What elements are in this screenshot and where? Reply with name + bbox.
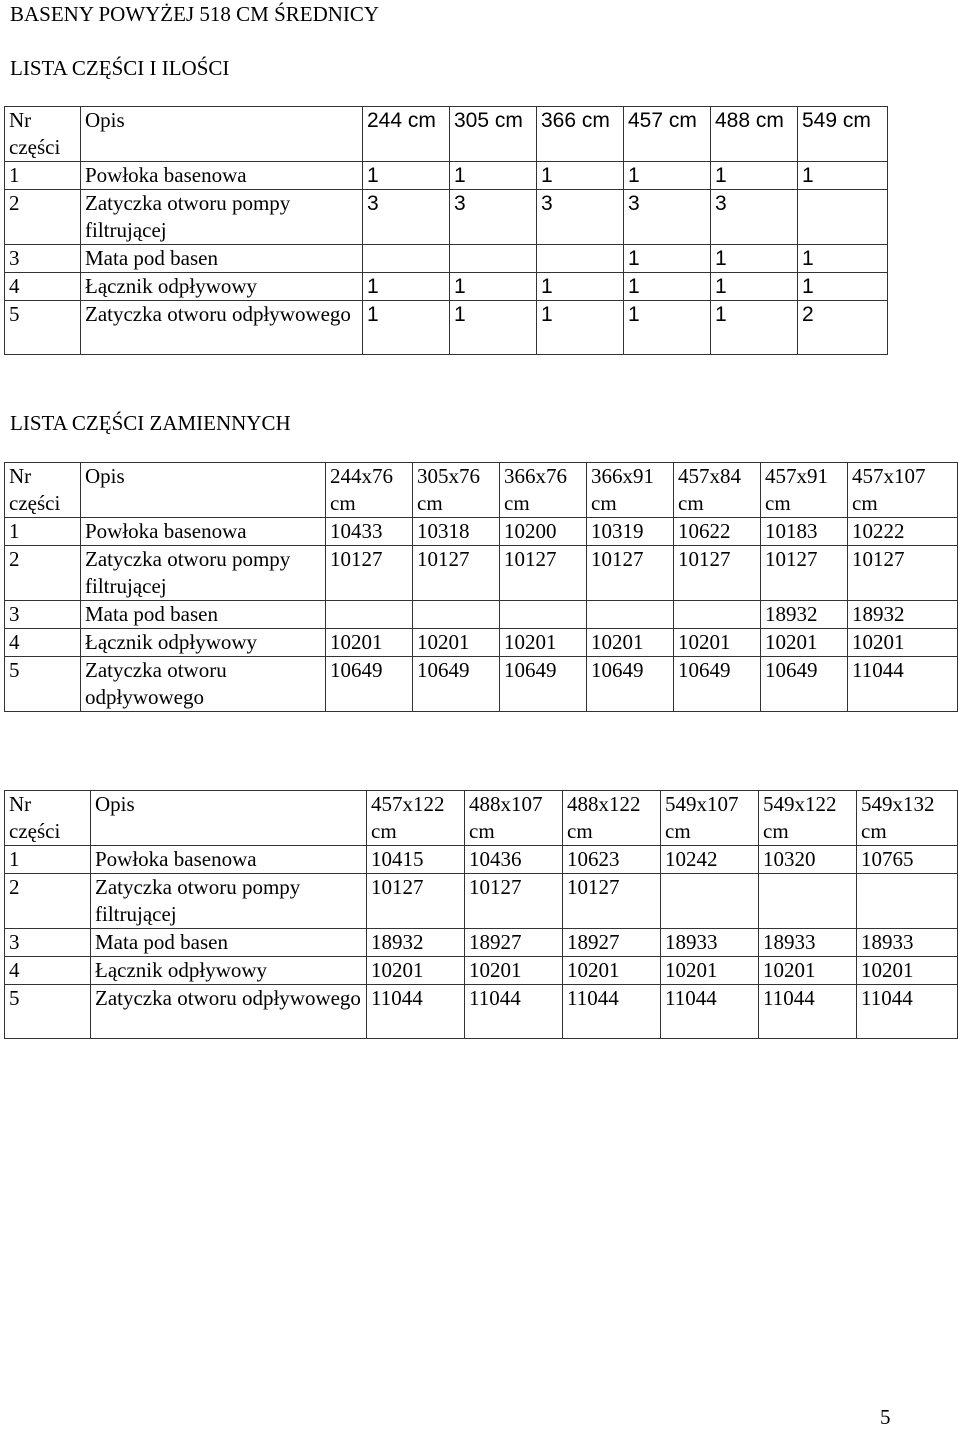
- table-row: [5, 846, 958, 874]
- table-cell: Zatyczka otworu pompy filtrującej: [81, 546, 326, 601]
- table-cell: [500, 601, 587, 629]
- section-title-spare-parts: LISTA CZĘŚCI ZAMIENNYCH: [10, 411, 291, 435]
- table-cell: 18933: [759, 929, 857, 957]
- table-header-row: [5, 463, 958, 518]
- header-cell: 366 cm: [537, 107, 624, 162]
- table-cell: 5: [5, 985, 91, 1039]
- table-cell: 10201: [759, 957, 857, 985]
- table-cell: 10127: [413, 546, 500, 601]
- header-cell: 457x84 cm: [674, 463, 761, 518]
- table-cell: Zatyczka otworu odpływowego: [81, 657, 326, 712]
- table-cell: 1: [624, 162, 711, 190]
- table-cell: 10201: [761, 629, 848, 657]
- table-cell: 10201: [563, 957, 661, 985]
- table-cell: 11044: [465, 985, 563, 1039]
- table-cell: 1: [363, 162, 450, 190]
- table-cell: Zatyczka otworu odpływowego: [91, 985, 367, 1039]
- header-cell: 549x132 cm: [857, 791, 958, 846]
- header-cell: 488 cm: [711, 107, 798, 162]
- table-cell: 1: [363, 301, 450, 355]
- table-cell: 18932: [761, 601, 848, 629]
- page-title: BASENY POWYŻEJ 518 CM ŚREDNICY: [10, 2, 380, 26]
- table-cell: 1: [798, 162, 888, 190]
- table-cell: 10127: [500, 546, 587, 601]
- table-cell: [363, 245, 450, 273]
- section-title-parts-quantities: LISTA CZĘŚCI I ILOŚCI: [10, 56, 230, 80]
- header-cell: 457x122 cm: [367, 791, 465, 846]
- header-cell: 549x107 cm: [661, 791, 759, 846]
- table-cell: 11044: [661, 985, 759, 1039]
- table-header-row: [5, 791, 958, 846]
- header-cell: 488x122 cm: [563, 791, 661, 846]
- table-cell: 1: [711, 162, 798, 190]
- header-cell: 488x107 cm: [465, 791, 563, 846]
- table-cell: 10201: [326, 629, 413, 657]
- table-cell: 10649: [587, 657, 674, 712]
- table-cell: 18932: [367, 929, 465, 957]
- table-cell: [798, 190, 888, 245]
- header-cell: Nr części: [5, 791, 91, 846]
- table-cell: [587, 601, 674, 629]
- table-cell: 10242: [661, 846, 759, 874]
- table-cell: 1: [537, 273, 624, 301]
- table-cell: Powłoka basenowa: [81, 162, 363, 190]
- table-cell: 10127: [367, 874, 465, 929]
- table-cell: 10183: [761, 518, 848, 546]
- table-cell: 10200: [500, 518, 587, 546]
- table-cell: 1: [798, 245, 888, 273]
- table-cell: [413, 601, 500, 629]
- table-cell: 10127: [848, 546, 958, 601]
- table-cell: Zatyczka otworu pompy filtrującej: [81, 190, 363, 245]
- page-number: 5: [880, 1405, 891, 1429]
- table-cell: 10201: [500, 629, 587, 657]
- table-cell: 10127: [465, 874, 563, 929]
- table-cell: 10320: [759, 846, 857, 874]
- table-row: [5, 301, 888, 355]
- table-cell: 10436: [465, 846, 563, 874]
- table-cell: 10201: [674, 629, 761, 657]
- header-cell: 244x76 cm: [326, 463, 413, 518]
- table-cell: 1: [711, 245, 798, 273]
- table-cell: 3: [711, 190, 798, 245]
- table-cell: 1: [711, 301, 798, 355]
- table-cell: 1: [450, 273, 537, 301]
- table-row: [5, 546, 958, 601]
- header-cell: 366x76 cm: [500, 463, 587, 518]
- table-row: [5, 929, 958, 957]
- table-cell: 11044: [759, 985, 857, 1039]
- table-row: [5, 657, 958, 712]
- table-cell: 10415: [367, 846, 465, 874]
- table-cell: Łącznik odpływowy: [91, 957, 367, 985]
- table-cell: 3: [537, 190, 624, 245]
- table-cell: [661, 874, 759, 929]
- header-cell: 305 cm: [450, 107, 537, 162]
- table-cell: [857, 874, 958, 929]
- table-cell: 4: [5, 957, 91, 985]
- table-cell: 11044: [563, 985, 661, 1039]
- table-cell: 10201: [848, 629, 958, 657]
- table-cell: Łącznik odpływowy: [81, 629, 326, 657]
- table-cell: 3: [5, 245, 81, 273]
- spare-parts-table-2: [4, 790, 958, 1039]
- table-cell: 3: [5, 929, 91, 957]
- table-cell: 10649: [761, 657, 848, 712]
- table-row: [5, 985, 958, 1039]
- table-cell: 1: [5, 846, 91, 874]
- header-cell: Opis: [81, 107, 363, 162]
- parts-quantities-table: [4, 106, 888, 355]
- table-cell: 10433: [326, 518, 413, 546]
- table-cell: 1: [624, 245, 711, 273]
- header-cell: Opis: [81, 463, 326, 518]
- table-cell: 1: [363, 273, 450, 301]
- table-cell: Powłoka basenowa: [81, 518, 326, 546]
- table-cell: Zatyczka otworu odpływowego: [81, 301, 363, 355]
- table-cell: Powłoka basenowa: [91, 846, 367, 874]
- table-cell: 1: [537, 162, 624, 190]
- table-cell: 3: [5, 601, 81, 629]
- table-cell: 10201: [465, 957, 563, 985]
- table-cell: 18933: [857, 929, 958, 957]
- table-cell: 10127: [761, 546, 848, 601]
- table-cell: 10318: [413, 518, 500, 546]
- table-cell: 3: [624, 190, 711, 245]
- header-cell: 549x122 cm: [759, 791, 857, 846]
- table-row: [5, 629, 958, 657]
- table-cell: 10649: [500, 657, 587, 712]
- spare-parts-table-1: [4, 462, 958, 712]
- table-cell: Łącznik odpływowy: [81, 273, 363, 301]
- header-cell: Nr części: [5, 107, 81, 162]
- table-row: [5, 245, 888, 273]
- table-cell: 11044: [857, 985, 958, 1039]
- header-cell: 549 cm: [798, 107, 888, 162]
- table-cell: Mata pod basen: [91, 929, 367, 957]
- table-cell: 4: [5, 273, 81, 301]
- table-cell: Mata pod basen: [81, 245, 363, 273]
- table-cell: 10201: [857, 957, 958, 985]
- table-cell: [326, 601, 413, 629]
- table-cell: 1: [798, 273, 888, 301]
- table-row: [5, 190, 888, 245]
- header-cell: 244 cm: [363, 107, 450, 162]
- table-cell: 10649: [326, 657, 413, 712]
- table-cell: 1: [450, 162, 537, 190]
- table-cell: [674, 601, 761, 629]
- table-cell: 1: [5, 518, 81, 546]
- table-cell: 5: [5, 657, 81, 712]
- table-row: [5, 518, 958, 546]
- table-cell: [537, 245, 624, 273]
- table-cell: 10201: [587, 629, 674, 657]
- table-cell: 1: [711, 273, 798, 301]
- header-cell: 457 cm: [624, 107, 711, 162]
- table-cell: 10127: [563, 874, 661, 929]
- table-cell: Zatyczka otworu pompy filtrującej: [91, 874, 367, 929]
- table-row: [5, 957, 958, 985]
- table-cell: 10765: [857, 846, 958, 874]
- table-cell: 10201: [413, 629, 500, 657]
- table-header-row: [5, 107, 888, 162]
- table-cell: 10127: [587, 546, 674, 601]
- table-cell: [759, 874, 857, 929]
- table-cell: 11044: [367, 985, 465, 1039]
- header-cell: 457x91 cm: [761, 463, 848, 518]
- table-row: [5, 273, 888, 301]
- table-row: [5, 601, 958, 629]
- table-cell: 10222: [848, 518, 958, 546]
- table-cell: 18932: [848, 601, 958, 629]
- table-cell: 1: [624, 301, 711, 355]
- table-cell: 1: [537, 301, 624, 355]
- table-cell: 3: [363, 190, 450, 245]
- table-cell: 10127: [326, 546, 413, 601]
- table-cell: 2: [798, 301, 888, 355]
- table-cell: 3: [450, 190, 537, 245]
- header-cell: 366x91 cm: [587, 463, 674, 518]
- table-cell: 10127: [674, 546, 761, 601]
- table-cell: 2: [5, 546, 81, 601]
- table-cell: 1: [624, 273, 711, 301]
- table-cell: 18927: [563, 929, 661, 957]
- table-row: [5, 874, 958, 929]
- table-cell: 11044: [848, 657, 958, 712]
- header-cell: 305x76 cm: [413, 463, 500, 518]
- table-cell: 10201: [661, 957, 759, 985]
- header-cell: Opis: [91, 791, 367, 846]
- table-cell: 5: [5, 301, 81, 355]
- table-cell: 18933: [661, 929, 759, 957]
- table-cell: 10622: [674, 518, 761, 546]
- table-cell: 10649: [674, 657, 761, 712]
- header-cell: Nr części: [5, 463, 81, 518]
- table-cell: [450, 245, 537, 273]
- table-cell: 2: [5, 874, 91, 929]
- table-cell: 10319: [587, 518, 674, 546]
- table-cell: 2: [5, 190, 81, 245]
- table-cell: 1: [5, 162, 81, 190]
- table-cell: 1: [450, 301, 537, 355]
- table-cell: 10201: [367, 957, 465, 985]
- table-cell: 4: [5, 629, 81, 657]
- table-cell: Mata pod basen: [81, 601, 326, 629]
- table-row: [5, 162, 888, 190]
- table-cell: 10649: [413, 657, 500, 712]
- table-cell: 10623: [563, 846, 661, 874]
- table-cell: 18927: [465, 929, 563, 957]
- header-cell: 457x107 cm: [848, 463, 958, 518]
